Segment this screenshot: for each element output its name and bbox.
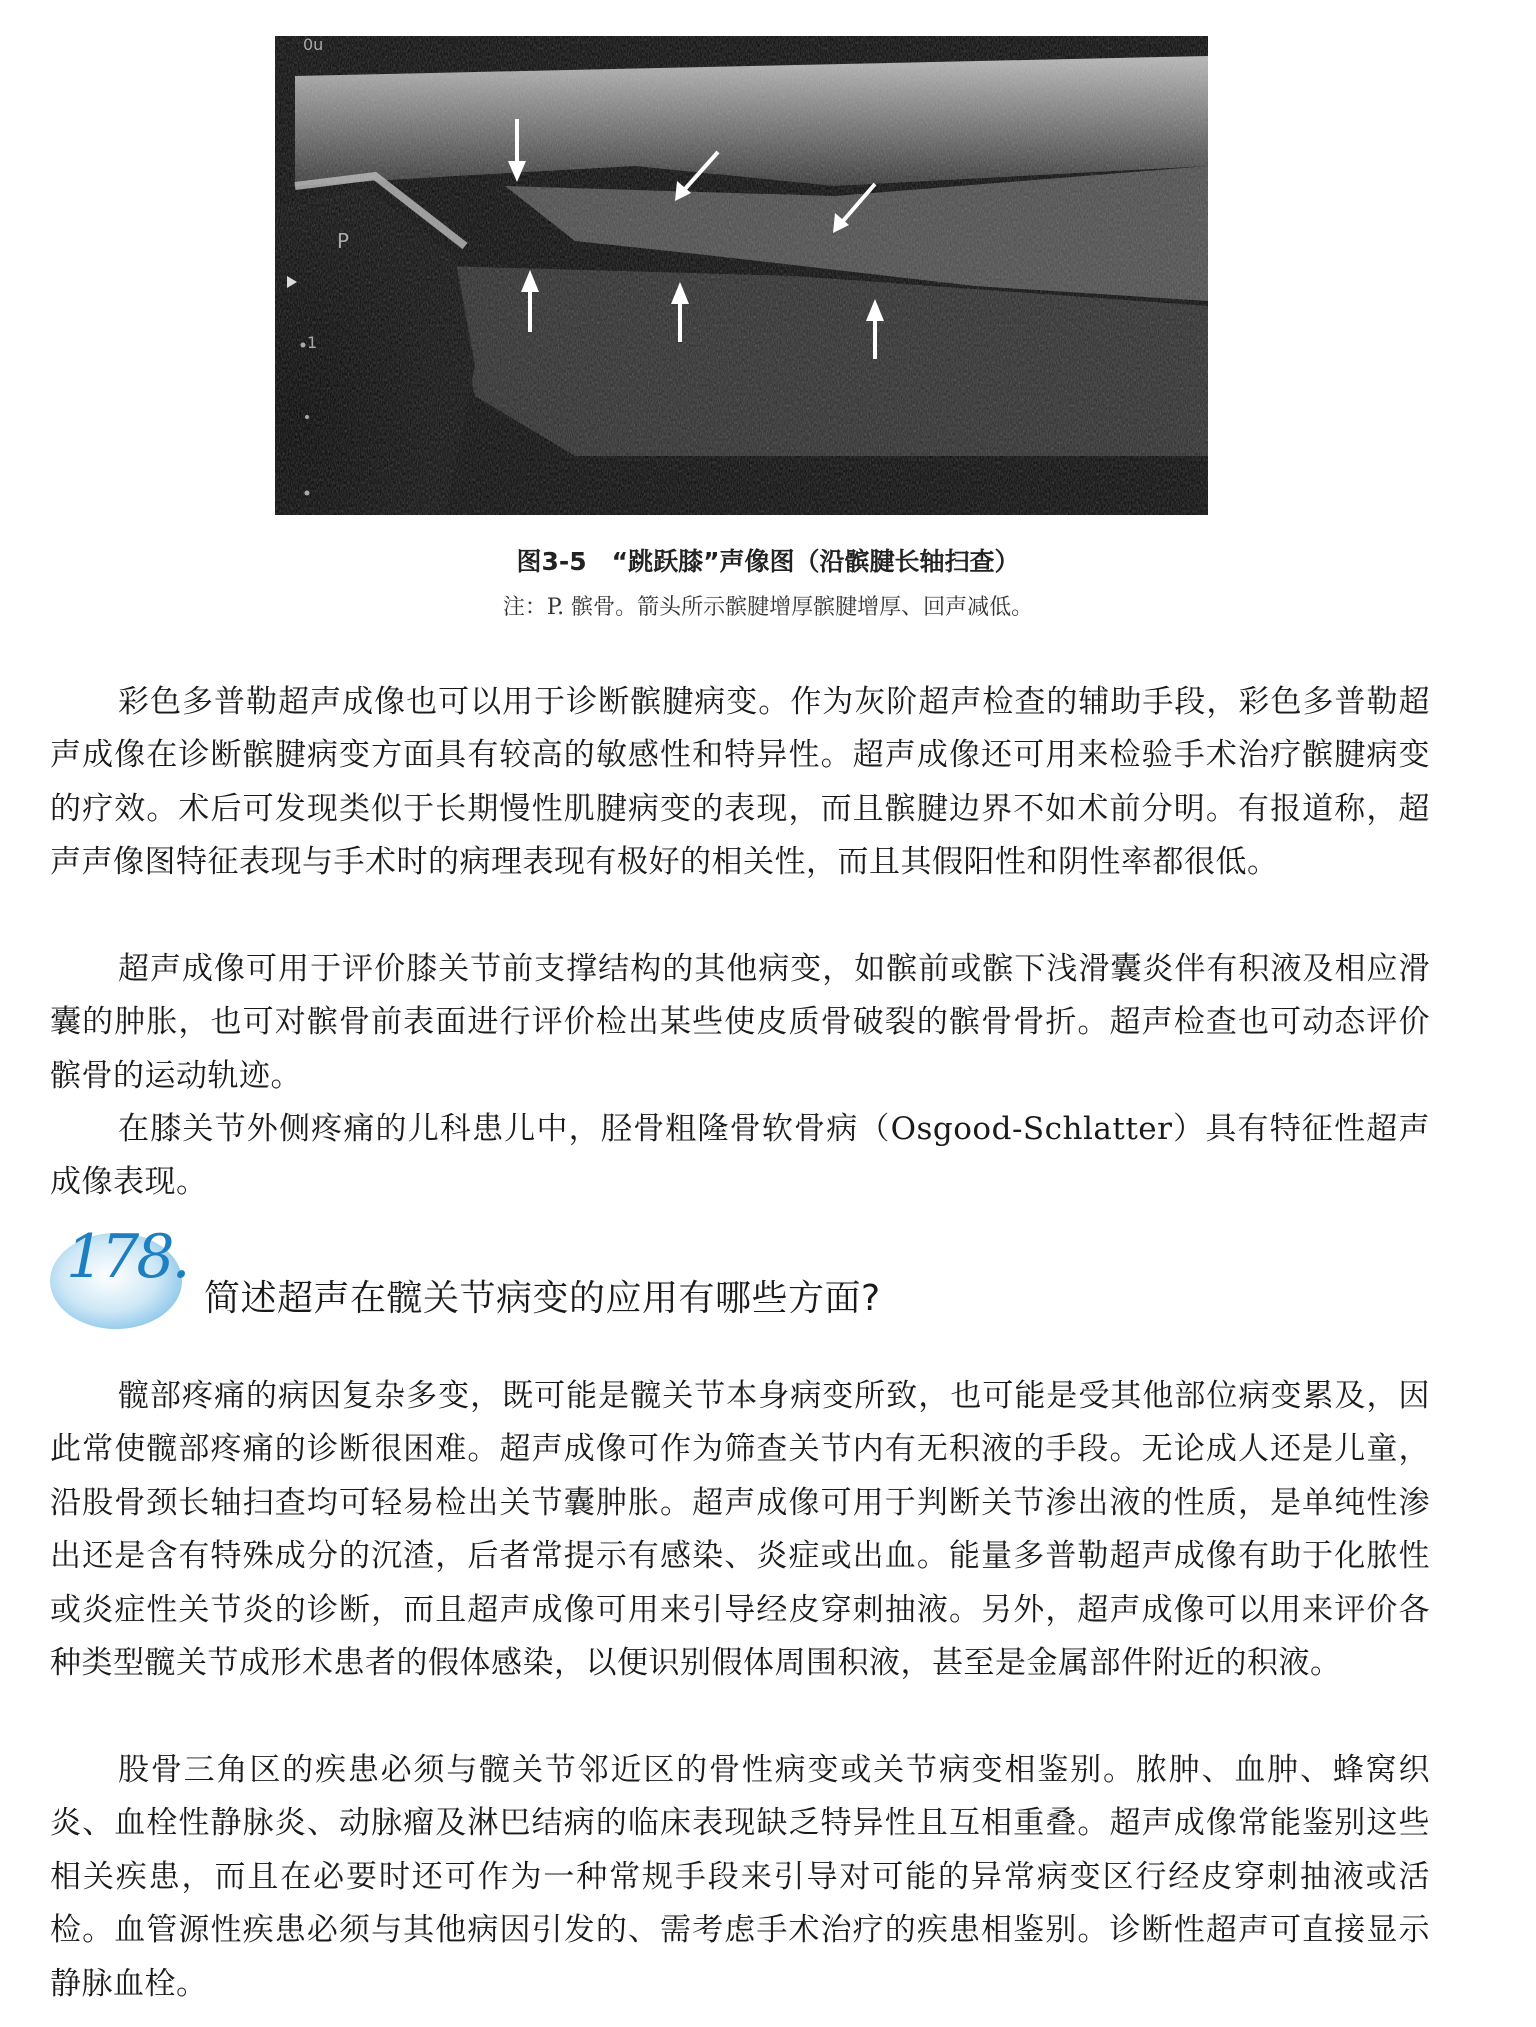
figure-caption-title: 图3-5 “跳跃膝”声像图（沿髌腱长轴扫查） xyxy=(516,547,1020,576)
ultrasound-svg xyxy=(275,36,1208,515)
depth-dot xyxy=(305,491,310,496)
body-paragraph: 彩色多普勒超声成像也可以用于诊断髌腱病变。作为灰阶超声检查的辅助手段，彩色多普勒超声成像在诊断髌腱病变方面具有较高的敏感性和特异性。超声成像还可用来检验手术治疗髌腱病变的疗效。术后可发现类似于长期慢性肌腱病变的表现，而且髌腱边界不如术前分明。有报道称，超声声像图特征表现与手术时的病理表现有极好的相关性，而且其假阳性和阴性率都很低。 xyxy=(50,684,1430,881)
body-paragraph: 股骨三角区的疾患必须与髋关节邻近区的骨性病变或关节病变相鉴别。脓肿、血肿、蜂窝织炎、血栓性静脉炎、动脉瘤及淋巴结病的临床表现缺乏特异性且互相重叠。超声成像常能鉴别这些相关疾患，而且在必要时还可作为一种常规手段来引导对可能的异常病变区行经皮穿刺抽液或活检。血管源性疾患必须与其他病因引发的、需考虑手术治疗的疾患相鉴别。诊断性超声可直接显示静脉血栓。 xyxy=(50,1752,1430,2002)
depth-dot xyxy=(305,415,309,419)
depth-marker: 1 xyxy=(307,333,318,352)
question-number: 178. xyxy=(66,1222,188,1292)
body-paragraph: 超声成像可用于评价膝关节前支撑结构的其他病变，如髌前或髌下浅滑囊炎伴有积液及相应滑囊的肿胀，也可对髌骨前表面进行评价检出某些使皮质骨破裂的髌骨骨折。超声检查也可动态评价髌骨的运动轨迹。 xyxy=(50,951,1430,1094)
depth-dot xyxy=(301,343,306,348)
question-title: 简述超声在髋关节病变的应用有哪些方面? xyxy=(204,1278,881,1319)
body-paragraph: 髋部疼痛的病因复杂多变，既可能是髋关节本身病变所致，也可能是受其他部位病变累及，因此常使髋部疼痛的诊断很困难。超声成像可作为筛查关节内有无积液的手段。无论成人还是儿童，沿股骨颈长轴扫查均可轻易检出关节囊肿胀。超声成像可用于判断关节渗出液的性质，是单纯性渗出还是含有特殊成分的沉渣，后者常提示有感染、炎症或出血。能量多普勒超声成像有助于化脓性或炎症性关节炎的诊断，而且超声成像可用来引导经皮穿刺抽液。另外，超声成像可以用来评价各种类型髋关节成形术患者的假体感染，以便识别假体周围积液，甚至是金属部件附近的积液。 xyxy=(50,1378,1430,1682)
ultrasound-image xyxy=(275,36,1208,515)
marker-top-label: 0u xyxy=(303,36,324,54)
body-paragraph: 在膝关节外侧疼痛的儿科患儿中，胫骨粗隆骨软骨病（Osgood-Schlatter）具有特征性超声成像表现。 xyxy=(50,1111,1430,1201)
patella-label: P xyxy=(337,229,350,253)
figure-caption-note: 注：P. 髌骨。箭头所示髌腱增厚髌腱增厚、回声减低。 xyxy=(502,595,1034,620)
